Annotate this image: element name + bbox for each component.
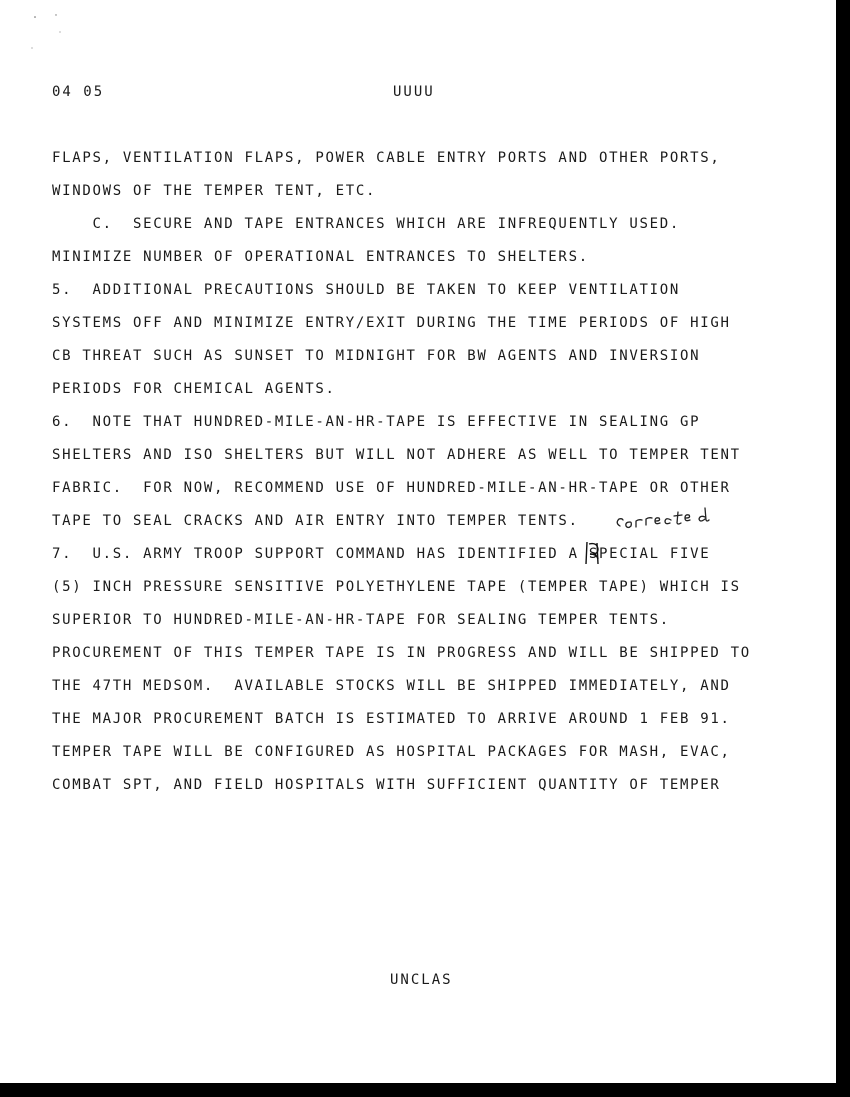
body-line: THE 47TH MEDSOM. AVAILABLE STOCKS WILL BE SHIPPED IMMEDIATELY, AND [52, 678, 731, 694]
classification-footer: UNCLAS [390, 972, 453, 988]
body-line: FLAPS, VENTILATION FLAPS, POWER CABLE ENTRY PORTS AND OTHER PORTS, [52, 150, 721, 166]
body-line: PERIODS FOR CHEMICAL AGENTS. [52, 381, 336, 397]
body-line: 7. U.S. ARMY TROOP SUPPORT COMMAND HAS IDENTIFIED A SPECIAL FIVE [52, 546, 711, 562]
handwritten-correction-note [610, 506, 730, 536]
body-line: PROCUREMENT OF THIS TEMPER TAPE IS IN PROGRESS AND WILL BE SHIPPED TO [52, 645, 751, 661]
body-line: (5) INCH PRESSURE SENSITIVE POLYETHYLENE TAPE (TEMPER TAPE) WHICH IS [52, 579, 741, 595]
body-line: 5. ADDITIONAL PRECAUTIONS SHOULD BE TAKEN TO KEEP VENTILATION [52, 282, 680, 298]
body-line: SYSTEMS OFF AND MINIMIZE ENTRY/EXIT DURING THE TIME PERIODS OF HIGH [52, 315, 731, 331]
body-line: C. SECURE AND TAPE ENTRANCES WHICH ARE INFREQUENTLY USED. [52, 216, 680, 232]
header-page-code: 04 05 [52, 84, 105, 100]
body-line: CB THREAT SUCH AS SUNSET TO MIDNIGHT FOR BW AGENTS AND INVERSION [52, 348, 701, 364]
body-line: TEMPER TAPE WILL BE CONFIGURED AS HOSPITAL PACKAGES FOR MASH, EVAC, [52, 744, 731, 760]
body-line: WINDOWS OF THE TEMPER TENT, ETC. [52, 183, 377, 199]
body-line: COMBAT SPT, AND FIELD HOSPITALS WITH SUFFICIENT QUANTITY OF TEMPER [52, 777, 721, 793]
scan-border-right [836, 0, 850, 1097]
body-line: SHELTERS AND ISO SHELTERS BUT WILL NOT ADHERE AS WELL TO TEMPER TENT [52, 447, 741, 463]
header-routing: UUUU [393, 84, 435, 100]
body-line: SUPERIOR TO HUNDRED-MILE-AN-HR-TAPE FOR SEALING TEMPER TENTS. [52, 612, 670, 628]
body-line: TAPE TO SEAL CRACKS AND AIR ENTRY INTO TEMPER TENTS. [52, 513, 579, 529]
body-line: 6. NOTE THAT HUNDRED-MILE-AN-HR-TAPE IS EFFECTIVE IN SEALING GP [52, 414, 701, 430]
body-line: FABRIC. FOR NOW, RECOMMEND USE OF HUNDRED-MILE-AN-HR-TAPE OR OTHER [52, 480, 731, 496]
body-line: THE MAJOR PROCUREMENT BATCH IS ESTIMATED TO ARRIVE AROUND 1 FEB 91. [52, 711, 731, 727]
overstrike-mark [577, 540, 611, 566]
scan-specks [30, 10, 70, 50]
scan-border-bottom [0, 1083, 850, 1097]
body-line: MINIMIZE NUMBER OF OPERATIONAL ENTRANCES TO SHELTERS. [52, 249, 589, 265]
